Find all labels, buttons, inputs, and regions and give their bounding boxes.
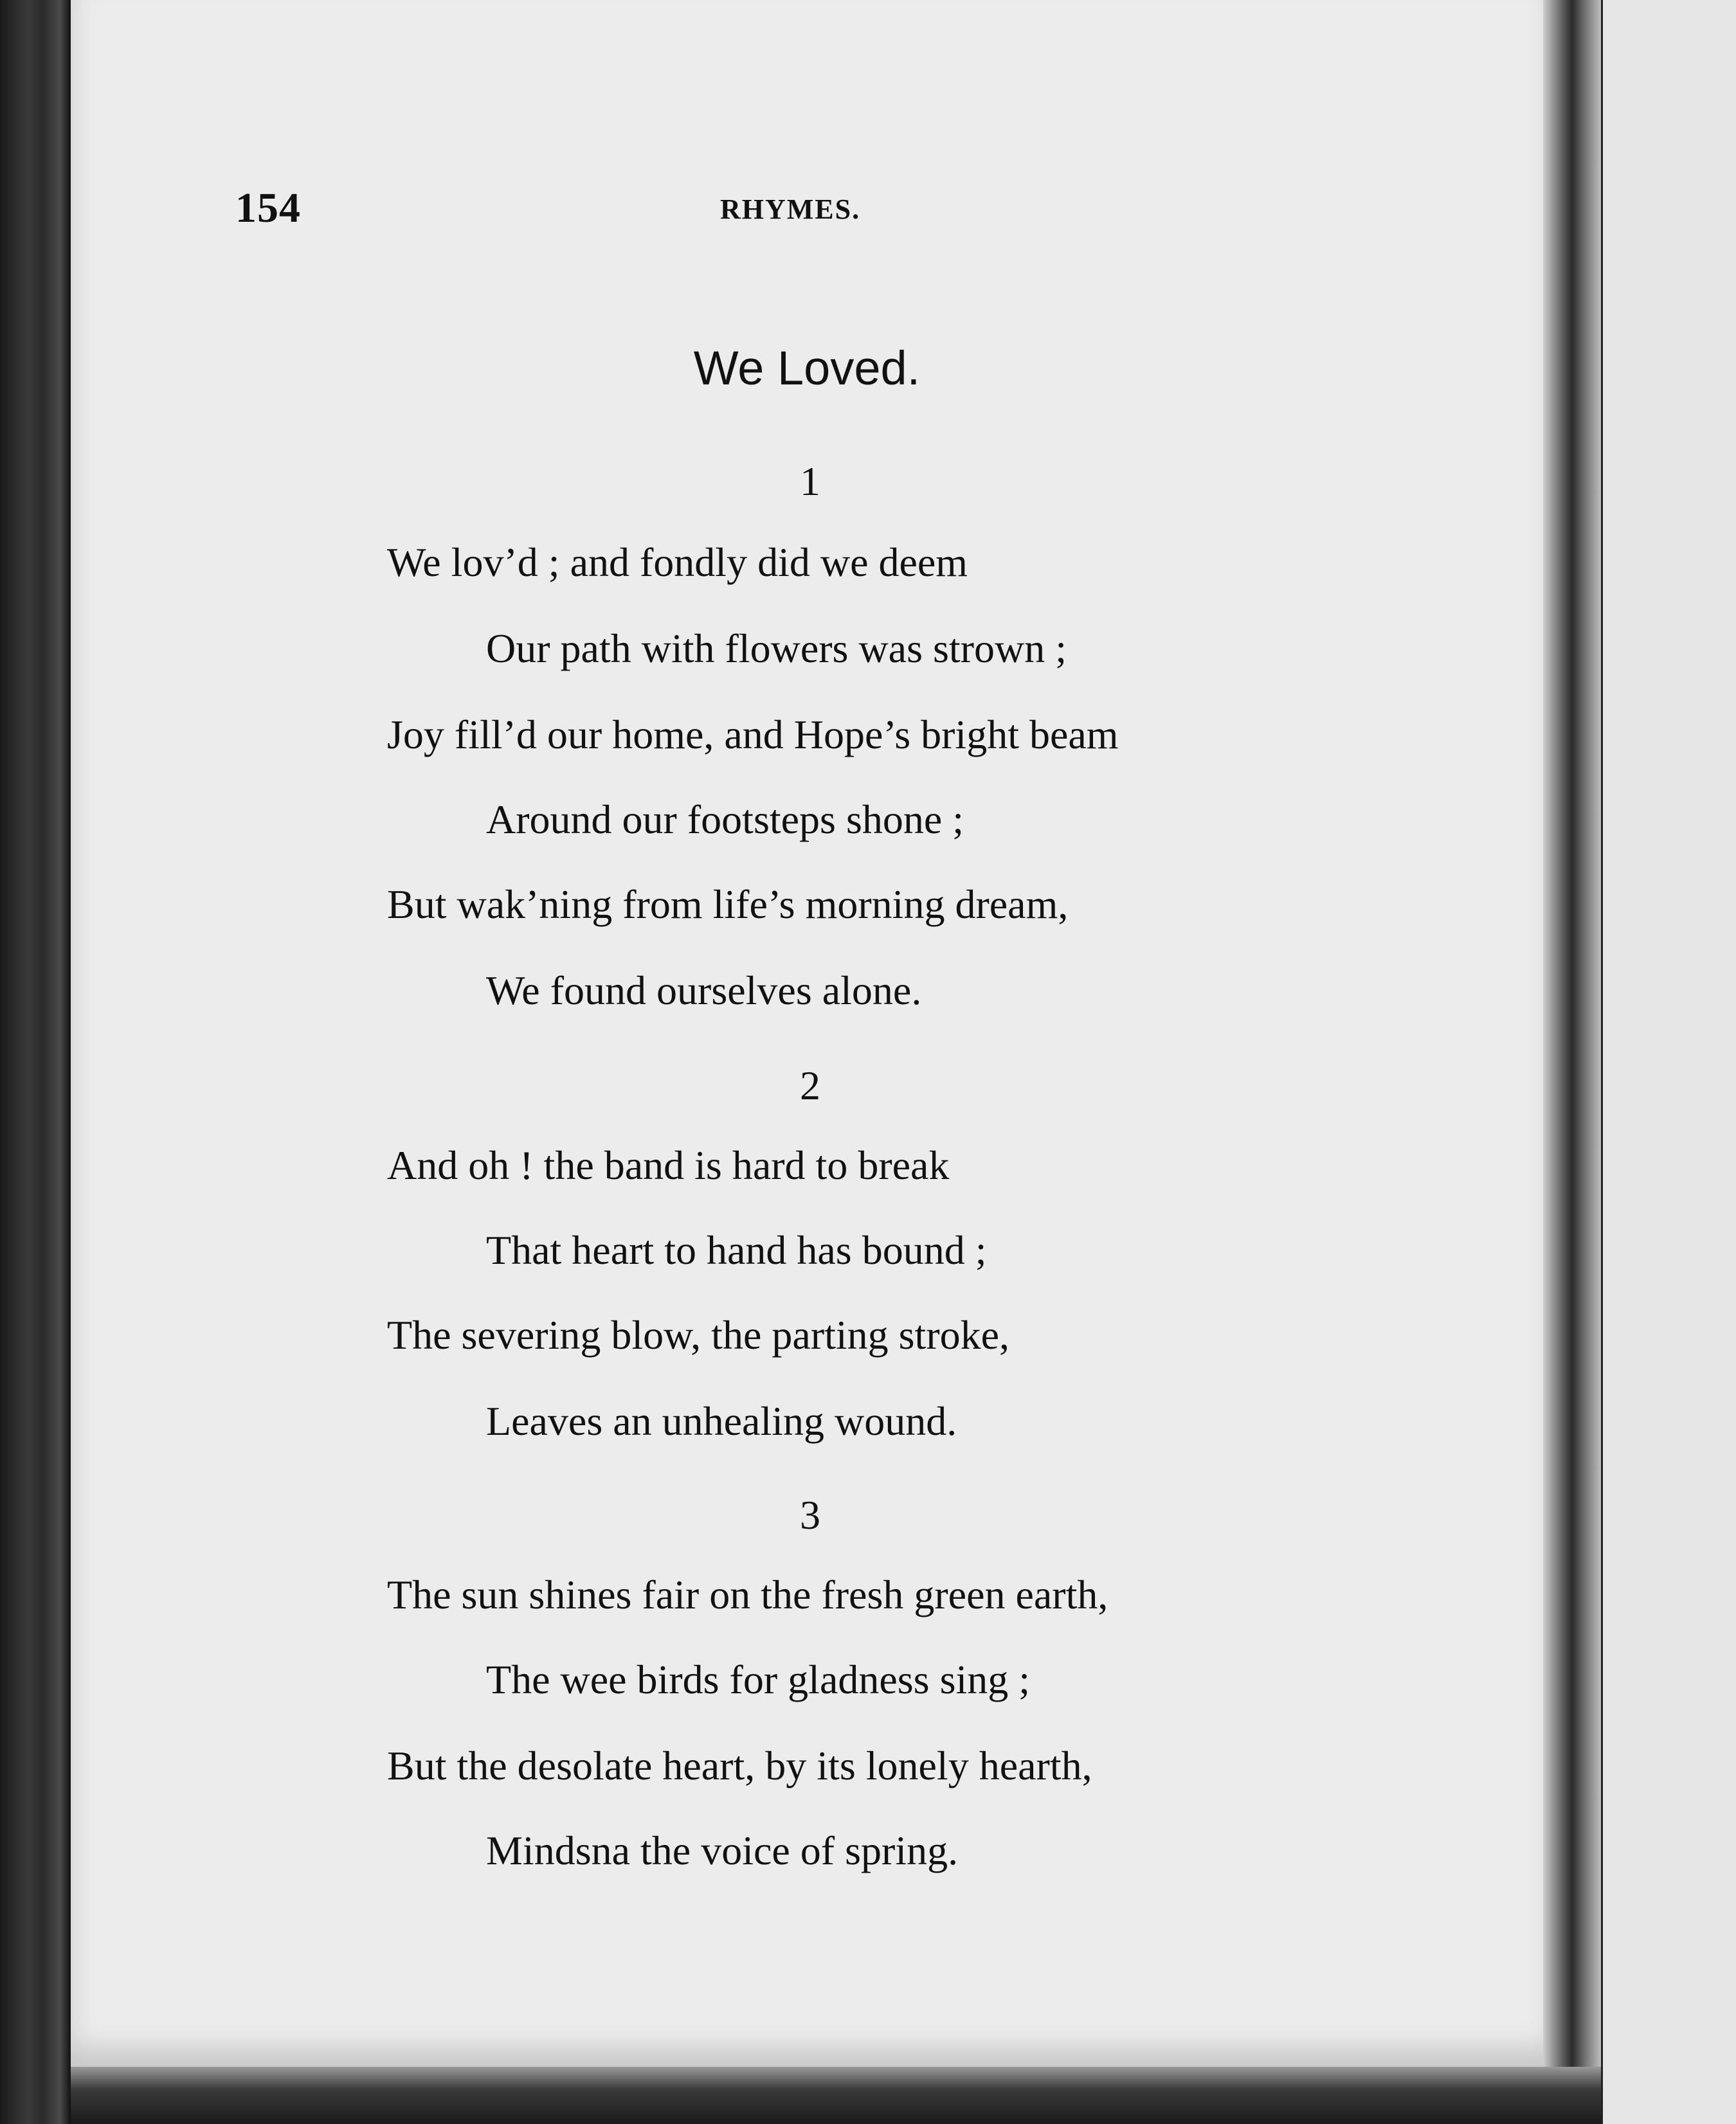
poem-line: Mindsna the voice of spring. <box>486 1828 959 1873</box>
poem-line: But wak’ning from life’s morning dream, <box>387 881 1069 927</box>
poem-line: And oh ! the band is hard to break <box>387 1142 950 1188</box>
poem-line: We lov’d ; and fondly did we deem <box>387 539 968 585</box>
stanza-number: 2 <box>800 1063 820 1108</box>
stanza-number: 1 <box>800 458 820 504</box>
book-spine <box>0 0 71 2124</box>
page-number: 154 <box>235 184 301 231</box>
poem-line: Joy fill’d our home, and Hope’s bright beam <box>387 712 1119 757</box>
poem-line: But the desolate heart, by its lonely hearth, <box>387 1743 1092 1788</box>
poem-line: The severing blow, the parting stroke, <box>387 1312 1010 1358</box>
page-gutter <box>1543 0 1601 2124</box>
next-page-edge <box>1601 0 1736 2124</box>
poem-title: We Loved. <box>693 341 921 395</box>
running-head: RHYMES. <box>720 194 861 225</box>
poem-line: That heart to hand has bound ; <box>486 1227 987 1273</box>
poem-line: We found ourselves alone. <box>486 968 922 1013</box>
page-bottom-edge <box>71 2067 1601 2124</box>
poem-line: Our path with flowers was strown ; <box>486 626 1067 671</box>
poem-line: Leaves an unhealing wound. <box>486 1398 957 1444</box>
poem-line: The sun shines fair on the fresh green earth, <box>387 1572 1108 1617</box>
poem-line: The wee birds for gladness sing ; <box>486 1657 1031 1702</box>
stanza-number: 3 <box>800 1492 820 1538</box>
poem-line: Around our footsteps shone ; <box>486 797 964 842</box>
